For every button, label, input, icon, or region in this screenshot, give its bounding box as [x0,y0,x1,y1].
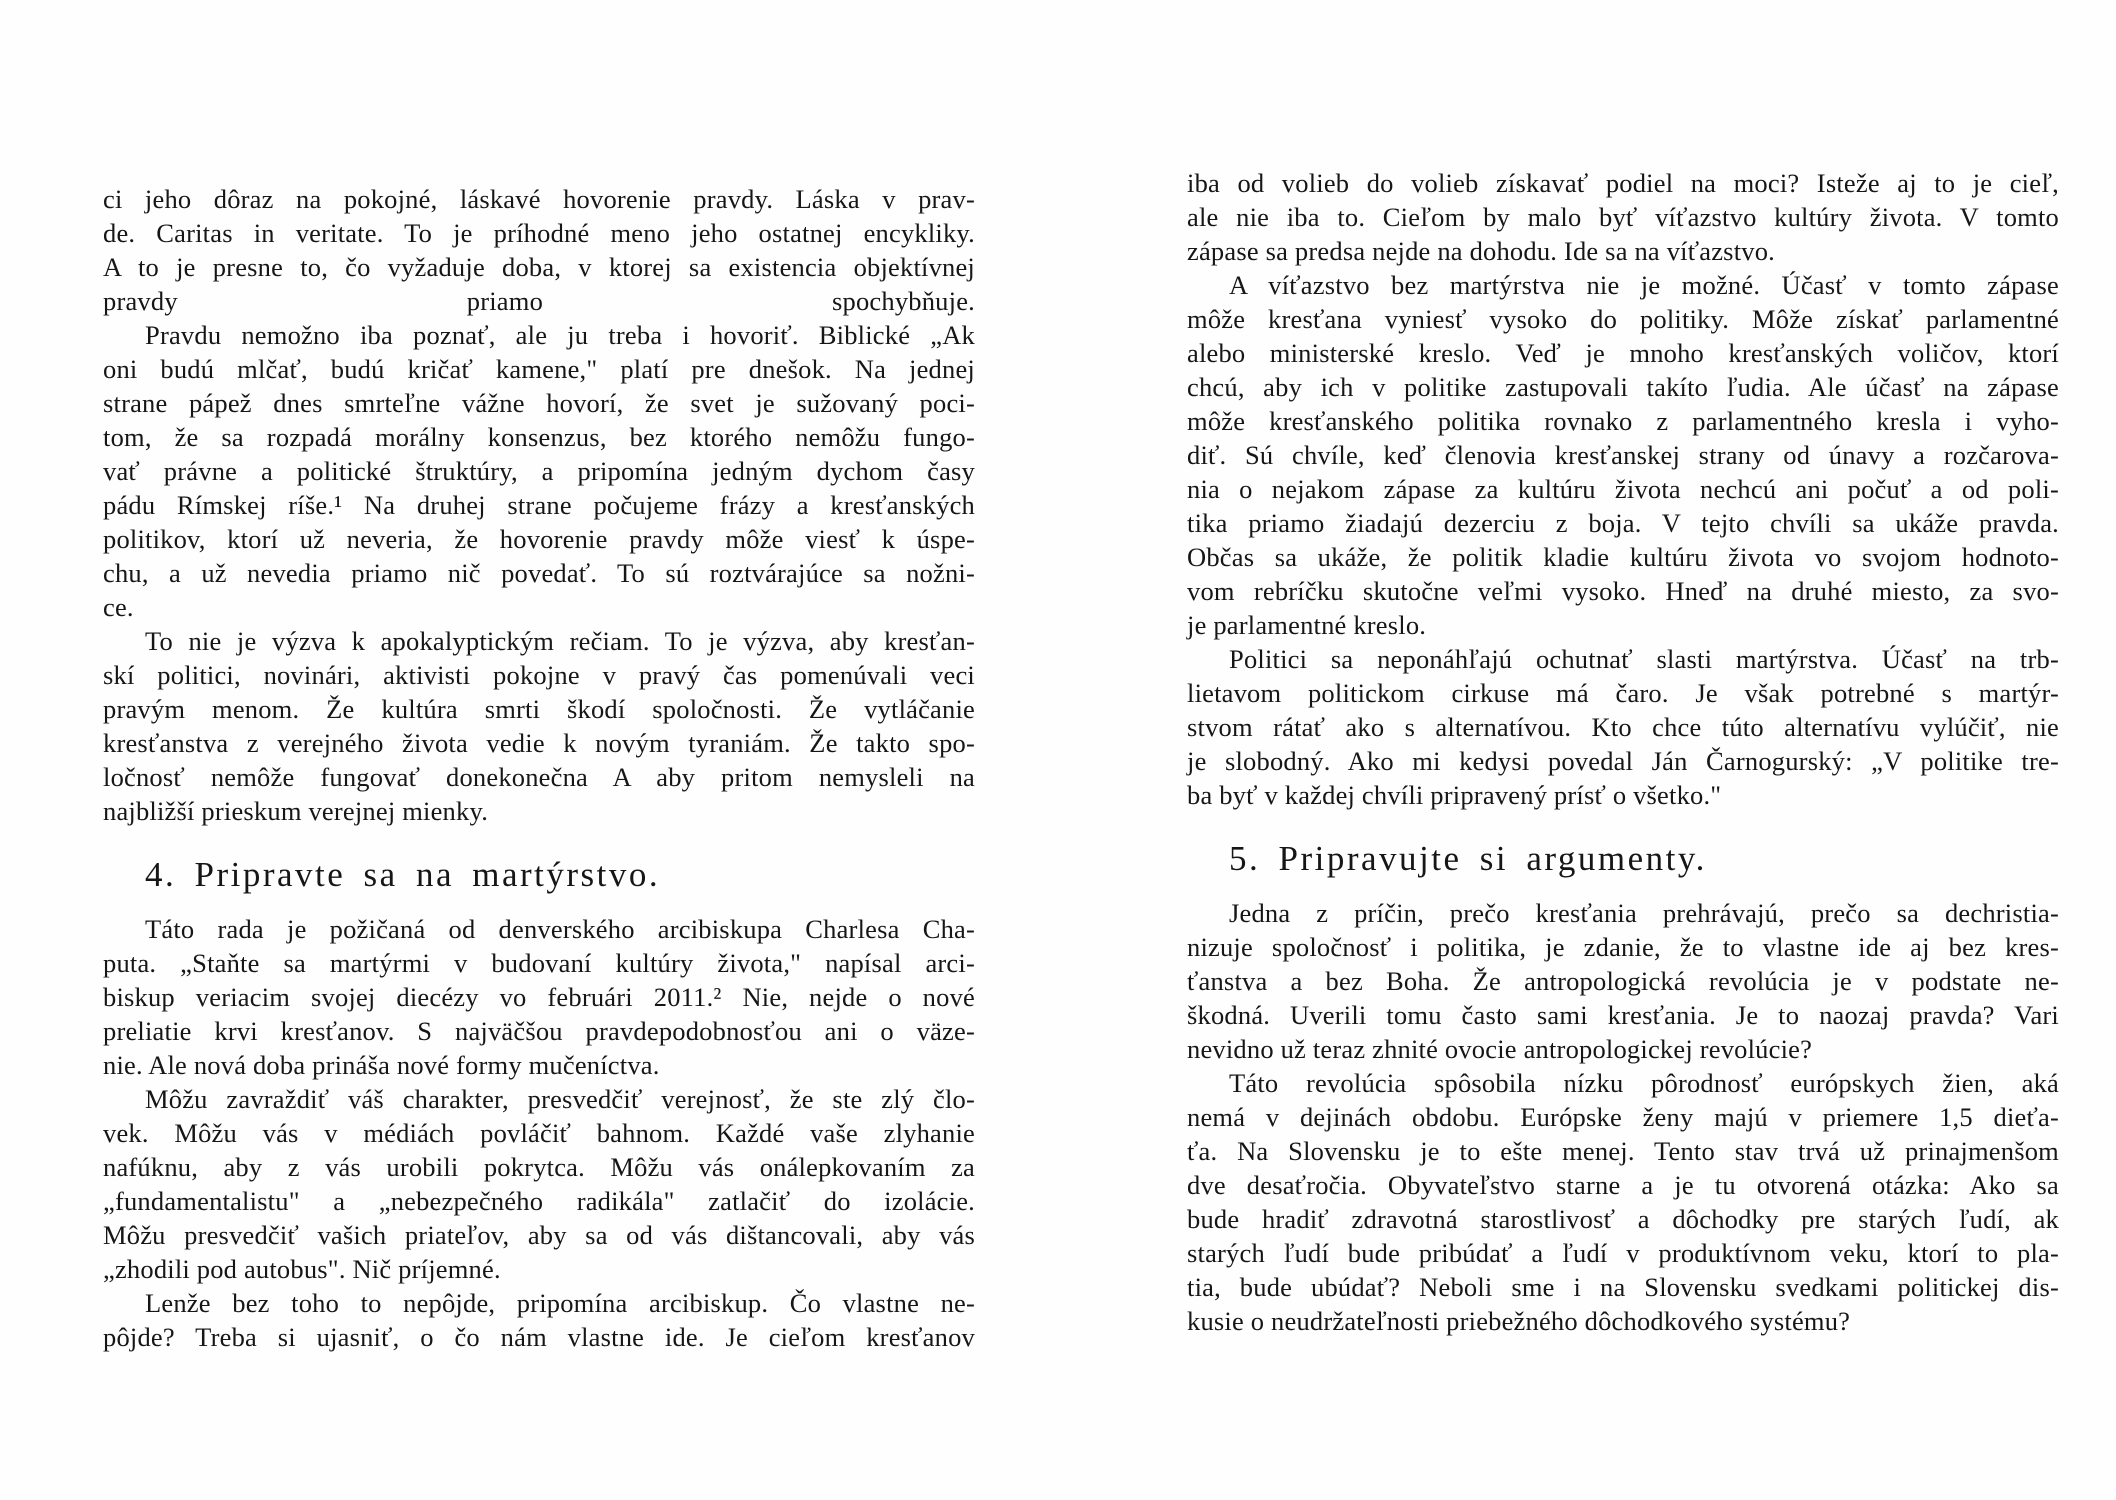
text-line: nemá v dejinách obdobu. Európske ženy majú v priemere 1,5 dieťa- [1187,1102,2059,1132]
text-line: Občas sa ukáže, že politik kladie kultúru života vo svojom hodnoto- [1187,542,2059,572]
text-line: preliatie krvi kresťanov. S najväčšou pravdepodobnosťou ani o väze- [103,1016,975,1046]
text-line: To nie je výzva k apokalyptickým rečiam. To je výzva, aby kresťan- [145,626,975,656]
text-line: kresťanstva z verejného života vedie k novým tyraniám. Že takto spo- [103,728,975,758]
text-line: „fundamentalistu" a „nebezpečného radikála" zatlačiť do izolácie. [103,1186,975,1216]
paragraph [103,1082,975,1286]
text-line: Táto rada je požičaná od denverského arcibiskupa Charlesa Cha- [145,914,975,944]
paragraph [103,1286,975,1354]
text-line: A víťazstvo bez martýrstva nie je možné. Účasť v tomto zápase [1229,270,2059,300]
text-line: chu, a už nevedia priamo nič povedať. To sú roztvárajúce sa nožni- [103,558,975,588]
text-line: môže kresťana vyniesť vysoko do politiky. Môže získať parlamentné [1187,304,2059,334]
text-line: pravdy priamo spochybňuje. [103,286,975,316]
text-line: strane pápež dnes smrteľne vážne hovorí, že svet je sužovaný poci- [103,388,975,418]
text-line: zápase sa predsa nejde na dohodu. Ide sa na víťazstvo. [1187,236,1775,266]
text-line: tia, bude ubúdať? Neboli sme i na Slovensku svedkami politickej dis- [1187,1272,2059,1302]
text-line: pôjde? Treba si ujasniť, o čo nám vlastne ide. Je cieľom kresťanov [103,1322,975,1352]
text-line: je slobodný. Ako mi kedysi povedal Ján Čarnogurský: „V politike tre- [1187,746,2059,776]
text-line: Politici sa neponáhľajú ochutnať slasti martýrstva. Účasť na trb- [1229,644,2059,674]
text-line: nevidno už teraz zhnité ovocie antropologickej revolúcie? [1187,1034,1813,1064]
paragraph [1187,896,2059,1066]
text-line: oni budú mlčať, budú kričať kamene," platí pre dnešok. Na jednej [103,354,975,384]
text-line: kusie o neudržateľnosti priebežného dôchodkového systému? [1187,1306,1851,1336]
text-line: nia o nejakom zápase za kultúru života nechcú ani počuť a od poli- [1187,474,2059,504]
text-line: tika priamo žiadajú dezerciu z boja. V tejto chvíli sa ukáže pravda. [1187,508,2059,538]
text-line: starých ľudí bude pribúdať a ľudí v produktívnom veku, ktorí to pla- [1187,1238,2059,1268]
text-line: nafúknu, aby z vás urobili pokrytca. Môžu vás onálepkovaním za [103,1152,975,1182]
text-line: skí politici, novinári, aktivisti pokojne v pravý čas pomenúvali veci [103,660,975,690]
text-line: chcú, aby ich v politike zastupovali takíto ľudia. Ale účasť na zápase [1187,372,2059,402]
text-line: vom rebríčku skutočne veľmi vysoko. Hneď na druhé miesto, za svo- [1187,576,2059,606]
text-line: Môžu presvedčiť vašich priateľov, aby sa od vás dištancovali, aby vás [103,1220,975,1250]
text-line: je parlamentné kreslo. [1187,610,1427,640]
text-line: Táto revolúcia spôsobila nízku pôrodnosť európskych žien, aká [1229,1068,2059,1098]
text-line: de. Caritas in veritate. To je príhodné meno jeho ostatnej encykliky. [103,218,975,248]
text-line: môže kresťanského politika rovnako z parlamentného kresla i vyho- [1187,406,2059,436]
paragraph [1187,268,2059,642]
text-line: ci jeho dôraz na pokojné, láskavé hovorenie pravdy. Láska v prav- [103,184,975,214]
text-line: tom, že sa rozpadá morálny konsenzus, bez ktorého nemôžu fungo- [103,422,975,452]
text-line: pádu Rímskej ríše.¹ Na druhej strane počujeme frázy a kresťanských [103,490,975,520]
text-line: škodná. Uverili tomu často sami kresťania. Je to naozaj pravda? Vari [1187,1000,2059,1030]
paragraph [1187,642,2059,812]
text-line: ce. [103,592,134,622]
text-line: nizuje spoločnosť i politika, je zdanie, že to vlastne ide aj bez kres- [1187,932,2059,962]
text-line: ťa. Na Slovensku je to ešte menej. Tento stav trvá už prinajmenšom [1187,1136,2059,1166]
paragraph [1187,1066,2059,1338]
paragraph [103,182,975,318]
page-left [103,182,975,1354]
text-line: stvom rátať ako s alternatívou. Kto chce túto alternatívu vylúčiť, nie [1187,712,2059,742]
text-line: vať právne a politické štruktúry, a pripomína jedným dychom časy [103,456,975,486]
text-line: ale nie iba to. Cieľom by malo byť víťazstvo kultúry života. V tomto [1187,202,2059,232]
text-line: lietavom politickom cirkuse má čaro. Je však potrebné s martýr- [1187,678,2059,708]
text-line: dve desaťročia. Obyvateľstvo starne a je tu otvorená otázka: Ako sa [1187,1170,2059,1200]
page-right [1187,166,2059,1338]
text-line: pravým menom. Že kultúra smrti škodí spoločnosti. Že vytláčanie [103,694,975,724]
text-line: A to je presne to, čo vyžaduje doba, v ktorej sa existencia objektívnej [103,252,975,282]
paragraph [103,318,975,624]
text-line: bude hradiť zdravotná starostlivosť a dôchodky pre starých ľudí, ak [1187,1204,2059,1234]
text-line: biskup veriacim svojej diecézy vo februári 2011.² Nie, nejde o nové [103,982,975,1012]
text-line: ťanstva a bez Boha. Že antropologická revolúcia je v podstate ne- [1187,966,2059,996]
text-line: iba od volieb do volieb získavať podiel na moci? Isteže aj to je cieľ, [1187,168,2059,198]
text-line: Jedna z príčin, prečo kresťania prehrávajú, prečo sa dechristia- [1229,898,2059,928]
text-line: Lenže bez toho to nepôjde, pripomína arcibiskup. Čo vlastne ne- [145,1288,975,1318]
text-line: nie. Ale nová doba prináša nové formy mučeníctva. [103,1050,660,1080]
text-line: puta. „Staňte sa martýrmi v budovaní kultúry života," napísal arci- [103,948,975,978]
text-line: alebo ministerské kreslo. Veď je mnoho kresťanských voličov, ktorí [1187,338,2059,368]
text-line: diť. Sú chvíle, keď členovia kresťanskej strany od únavy a rozčarova- [1187,440,2059,470]
text-line: ločnosť nemôže fungovať donekonečna A aby pritom nemysleli na [103,762,975,792]
paragraph [1187,166,2059,268]
paragraph [103,624,975,828]
section-heading: 5. Pripravujte si argumenty. [1229,839,1707,878]
text-line: politikov, ktorí už neveria, že hovorenie pravdy môže viesť k úspe- [103,524,975,554]
paragraph [103,912,975,1082]
text-line: najbližší prieskum verejnej mienky. [103,796,489,826]
section-heading: 4. Pripravte sa na martýrstvo. [145,855,661,894]
text-line: „zhodili pod autobus". Nič príjemné. [103,1254,501,1284]
text-line: Pravdu nemožno iba poznať, ale ju treba i hovoriť. Biblické „Ak [145,320,975,350]
text-line: vek. Môžu vás v médiách povláčiť bahnom. Každé vaše zlyhanie [103,1118,975,1148]
text-line: ba byť v každej chvíli pripravený prísť o všetko." [1187,780,1722,810]
text-line: Môžu zavraždiť váš charakter, presvedčiť verejnosť, že ste zlý člo- [145,1084,975,1114]
